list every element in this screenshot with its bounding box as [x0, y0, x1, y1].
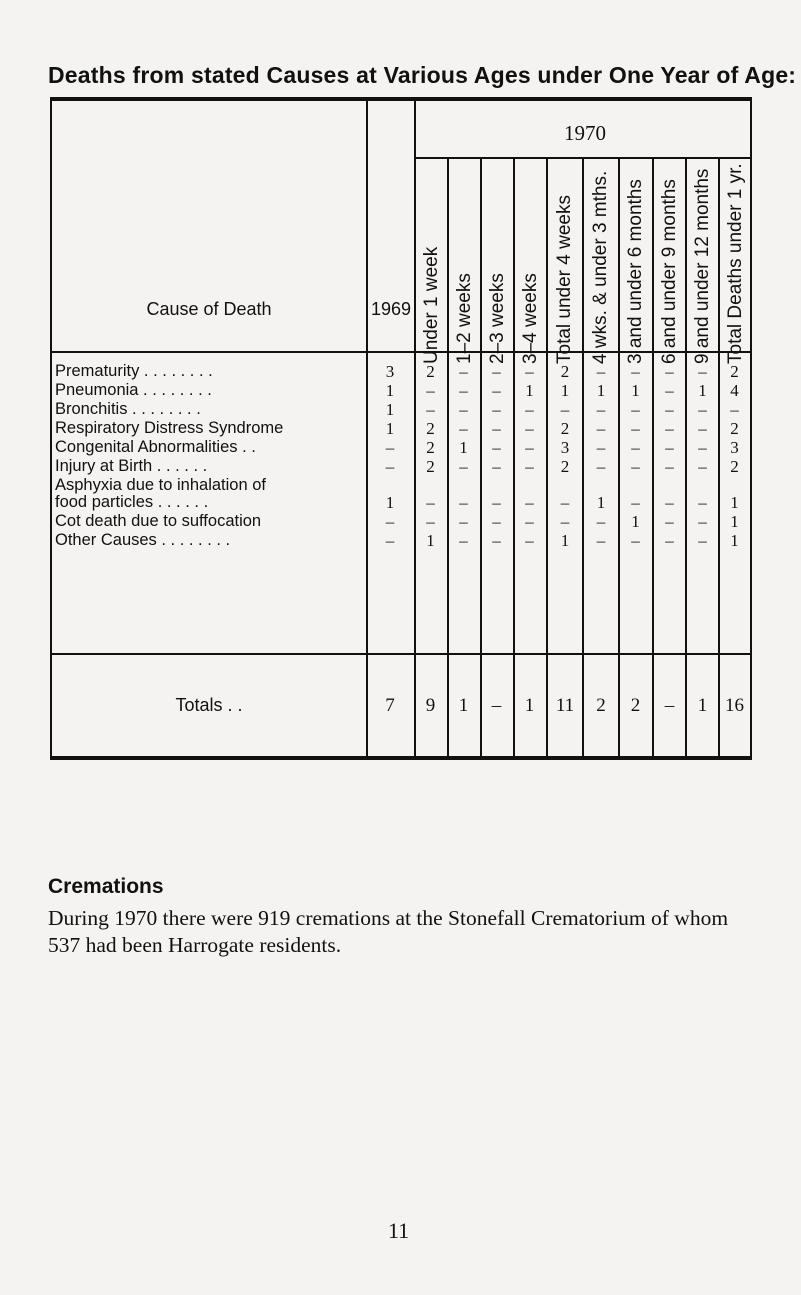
age-header: 2–3 weeks — [486, 273, 508, 364]
table-cell: – — [665, 457, 674, 476]
table-cell: – — [492, 438, 501, 457]
table-cell: – — [596, 400, 606, 419]
table-cell: – — [459, 531, 468, 550]
table-cell: – — [631, 362, 640, 381]
table-cell: 1 — [698, 381, 707, 400]
table-cell: – — [459, 362, 468, 381]
table-cell: 1 — [385, 419, 395, 438]
table-cell: – — [525, 438, 534, 457]
table-cell: 2 — [426, 362, 435, 381]
age-header: 1–2 weeks — [453, 273, 475, 364]
totals-cell: 9 — [425, 695, 436, 716]
year-group-header: 1970 — [564, 121, 606, 145]
table-cell: – — [698, 362, 707, 381]
table-cell: – — [631, 457, 640, 476]
table-cell: 1 — [631, 381, 640, 400]
table-cell: – — [665, 531, 674, 550]
table-cell: – — [698, 493, 707, 512]
table-cell: 3 — [730, 438, 739, 457]
table-cell: – — [698, 512, 707, 531]
table-cell: 3 — [385, 362, 395, 381]
row-label: Other Causes . . . . . . . . — [55, 531, 231, 549]
table-cell: 3 — [560, 438, 570, 457]
table-cell: – — [385, 438, 395, 457]
table-cell: – — [560, 400, 570, 419]
totals-cell: 1 — [458, 695, 469, 716]
table-cell: – — [385, 531, 395, 550]
row-label: Pneumonia . . . . . . . . — [55, 381, 212, 399]
totals-cell: 2 — [630, 695, 641, 716]
table-cell: – — [596, 419, 606, 438]
table-cell: – — [525, 493, 534, 512]
table-cell: 2 — [560, 457, 570, 476]
table-cell: – — [631, 531, 640, 550]
table-cell: – — [698, 419, 707, 438]
table-cell: 1 — [730, 493, 739, 512]
table-cell: – — [426, 400, 435, 419]
table-row — [52, 493, 750, 512]
table-cell: – — [525, 512, 534, 531]
table-cell: – — [560, 512, 570, 531]
table-cell: 1 — [525, 381, 534, 400]
table-cell: 1 — [560, 531, 570, 550]
table-cell: – — [665, 493, 674, 512]
table-cell: 1 — [426, 531, 435, 550]
table-cell: – — [385, 512, 395, 531]
prev-year-column-header: 1969 — [370, 299, 412, 319]
table-cell: 1 — [385, 400, 395, 419]
table-cell: – — [631, 493, 640, 512]
table-cell: 1 — [730, 512, 739, 531]
table-cell: 1 — [560, 381, 570, 400]
table-cell: 1 — [631, 512, 640, 531]
age-header: 3 and under 6 months — [624, 179, 646, 364]
table-cell: – — [730, 400, 739, 419]
table-row — [52, 438, 750, 457]
table-cell: – — [492, 493, 501, 512]
row-label: food particles . . . . . . — [55, 493, 209, 511]
totals-cell: 1 — [697, 695, 708, 716]
row-label: Respiratory Distress Syndrome — [55, 419, 284, 437]
row-label: Bronchitis . . . . . . . . — [55, 400, 201, 418]
age-header: 4 wks. & under 3 mths. — [589, 170, 611, 364]
age-header: Under 1 week — [420, 246, 442, 364]
row-label: Congenital Abnormalities . . — [55, 438, 256, 456]
table-cell: 1 — [385, 493, 395, 512]
table-cell: – — [426, 512, 435, 531]
table-cell: – — [596, 457, 606, 476]
table-cell: – — [665, 438, 674, 457]
table-cell: – — [665, 419, 674, 438]
table-cell: – — [525, 419, 534, 438]
row-label: Cot death due to suffocation — [55, 512, 262, 530]
table-cell: – — [492, 362, 501, 381]
table-cell: – — [698, 438, 707, 457]
table-row — [52, 457, 750, 476]
table-cell: – — [525, 400, 534, 419]
table-cell: – — [560, 493, 570, 512]
table-cell: – — [459, 493, 468, 512]
cremations-heading: Cremations — [48, 875, 164, 898]
cause-column-header: Cause of Death — [146, 299, 272, 319]
totals-cell: 2 — [596, 695, 606, 716]
age-header: 3–4 weeks — [519, 273, 541, 364]
table-cell: – — [631, 400, 640, 419]
totals-label: Totals . . — [175, 695, 243, 715]
age-header: 6 and under 9 months — [658, 179, 680, 364]
table-cell: – — [665, 381, 674, 400]
table-cell: – — [426, 381, 435, 400]
age-header: Total under 4 weeks — [553, 195, 575, 364]
table-cell: – — [631, 438, 640, 457]
table-cell: – — [459, 381, 468, 400]
table-cell: 1 — [459, 438, 468, 457]
table-cell: 4 — [730, 381, 739, 400]
table-cell: 2 — [560, 362, 570, 381]
table-cell: – — [525, 457, 534, 476]
table-cell: 2 — [730, 419, 739, 438]
age-header: 9 and under 12 months — [691, 168, 713, 364]
table-cell: – — [665, 362, 674, 381]
table-cell: – — [426, 493, 435, 512]
totals-cell: 1 — [524, 695, 535, 716]
table-cell: 1 — [596, 381, 606, 400]
row-label: Asphyxia due to inhalation of — [55, 476, 266, 494]
page-title: Deaths from stated Causes at Various Ages under One Year of Age: — [48, 62, 797, 88]
table-cell: – — [459, 512, 468, 531]
table-cell: – — [698, 457, 707, 476]
table-cell: – — [525, 531, 534, 550]
table-cell: 2 — [426, 438, 435, 457]
table-cell: – — [492, 457, 501, 476]
deaths-table — [50, 97, 752, 760]
page-number: 11 — [388, 1218, 410, 1243]
table-row — [52, 381, 750, 400]
totals-cell: – — [491, 695, 502, 716]
table-cell: – — [596, 512, 606, 531]
cremations-text: During 1970 there were 919 cremations at the Stonefall Crematorium of whom 537 had been Harrogate residents. — [48, 906, 729, 957]
table-cell: 1 — [730, 531, 739, 550]
totals-row — [52, 695, 750, 719]
table-cell: 2 — [426, 419, 435, 438]
table-cell: – — [459, 457, 468, 476]
table-cell: – — [596, 438, 606, 457]
table-cell: 2 — [426, 457, 435, 476]
table-cell: 2 — [730, 457, 739, 476]
table-row — [52, 512, 750, 531]
age-header: Total Deaths under 1 yr. — [724, 163, 746, 364]
table-cell: – — [492, 419, 501, 438]
table-cell: – — [525, 362, 534, 381]
table-cell: – — [492, 400, 501, 419]
row-label: Prematurity . . . . . . . . — [55, 362, 213, 380]
table-cell: – — [492, 381, 501, 400]
table-cell: – — [459, 400, 468, 419]
table-row — [52, 362, 750, 381]
table-row — [52, 419, 750, 438]
table-row — [52, 531, 750, 550]
totals-cell: 11 — [555, 695, 575, 716]
table-cell: – — [385, 457, 395, 476]
row-label: Injury at Birth . . . . . . — [55, 457, 208, 475]
table-cell: – — [596, 531, 606, 550]
table-cell: 2 — [560, 419, 570, 438]
table-cell: 1 — [385, 381, 395, 400]
table-cell: 1 — [596, 493, 606, 512]
table-cell: – — [665, 400, 674, 419]
totals-divider — [52, 653, 750, 655]
table-cell: – — [631, 419, 640, 438]
table-cell: – — [492, 512, 501, 531]
table-cell: – — [492, 531, 501, 550]
table-row — [52, 400, 750, 419]
table-cell: 2 — [730, 362, 739, 381]
table-cell: – — [596, 362, 606, 381]
table-cell: – — [698, 531, 707, 550]
totals-cell: – — [664, 695, 675, 716]
table-cell: – — [665, 512, 674, 531]
totals-cell: 7 — [385, 695, 395, 716]
table-cell: – — [698, 400, 707, 419]
totals-cell: 16 — [725, 695, 744, 716]
table-cell: – — [459, 419, 468, 438]
